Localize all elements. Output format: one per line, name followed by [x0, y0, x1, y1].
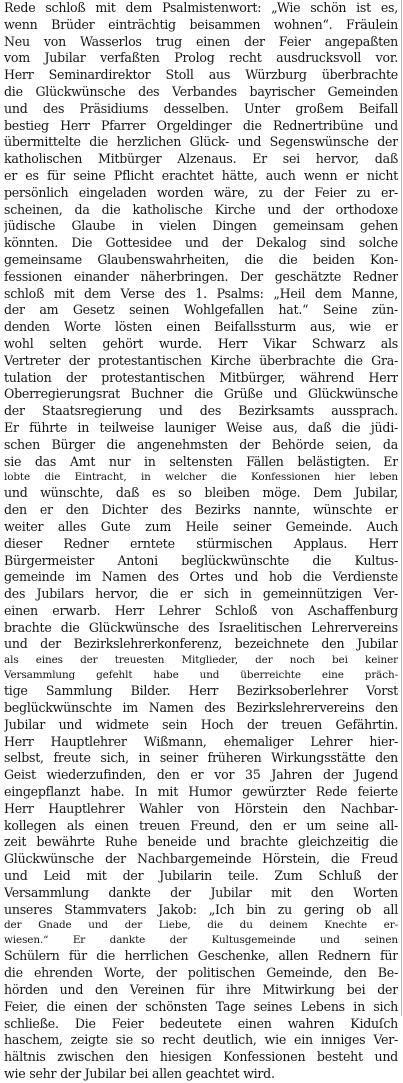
article-line: zeit bewährte Ruhe beneide und brachte gleichzeitig die — [4, 834, 398, 850]
article-line: Feier, die einen der schönsten Tage seines Lebens in sich — [4, 998, 398, 1014]
article-line: Geist wiederzufinden, den er vor 35 Jahren der Jugend — [4, 767, 398, 783]
article-line: die ehrenden Worte, der politischen Gemeinde, den Be- — [4, 965, 398, 981]
article-line: hörden und den Vereinen für ihre Mitwirkung bei der — [4, 982, 398, 998]
article-line: tige Sammlung Bilder. Herr Bezirksoberlehrer Vorst — [4, 683, 398, 699]
article-line: weiter alles Gute zum Heile seiner Gemeinde. Auch — [4, 518, 398, 534]
article-line: tulation der protestantischen Mitbürger, während Herr — [4, 369, 398, 385]
column-rule — [401, 0, 402, 1016]
article-line: vom Jubilar verfaßten Prolog recht ausdrucksvoll vor. — [4, 50, 398, 66]
article-line: den er den Dichter des Bezirks nannte, wünschte er — [4, 502, 398, 518]
article-line: Herr Hauptlehrer Wahler von Hörstein den Nachbar- — [4, 800, 398, 816]
article-line: wiesen.“ Er dankte der Kultusgemeinde und seinen — [4, 934, 398, 947]
article-line: wie sehr der Jubilar bei allen geachtet wird. — [4, 1066, 275, 1082]
article-line: schloß mit dem Verse des 1. Psalms: „Heil dem Manne, — [4, 285, 398, 301]
article-line: Neu von Wasserlos trug einen der Feier angepaßten — [4, 33, 398, 49]
article-line: Schülern für die herrlichen Geschenke, allen Rednern für — [4, 948, 398, 964]
article-line: haschem, zeigte sie so recht deutlich, wie ein inniges Ver- — [4, 1032, 398, 1048]
article-line: Glückwünsche der Nachbargemeinde Hörstein, die Freud — [4, 851, 398, 867]
article-line: dieser Redner erntete stürmischen Applaus. Herr — [4, 535, 398, 551]
article-line: Bürgermeister Antoni beglückwünschte die Kultus- — [4, 552, 398, 568]
article-line: Herr Seminardirektor Stoll aus Würzburg überbrachte — [4, 67, 398, 83]
article-line: und Leid mit der Jubilarin teile. Zum Schluß der — [4, 868, 398, 884]
article-line: fessionen einander näherbringen. Der geschätzte Redner — [4, 268, 398, 284]
article-line: katholischen Mitbürger Alzenaus. Er sei hervor, daß — [4, 151, 398, 167]
article-line: selbst, freute sich, in seiner früheren Wirkungsstätte den — [4, 750, 398, 766]
article-line: denden Worte lösten einen Beifallssturm aus, wie er — [4, 319, 398, 335]
article-line: schließe. Die Feier bedeutete einen wahren Kiduſch — [4, 1015, 398, 1031]
article-line: Jubilar und widmete sein Hoch der treuen Gefährtin. — [4, 716, 398, 732]
article-line: übermittelte die herzlichen Glück- und Segenswünsche der — [4, 134, 398, 150]
article-line: scheinen, da die katholische Kirche und der orthodoxe — [4, 201, 398, 217]
article-line: persönlich eingeladen worden wäre, zu der Feier zu er- — [4, 184, 398, 200]
article-line: bestieg Herr Pfarrer Orgeldinger die Rednertribüne und — [4, 117, 398, 133]
article-line: schen Bürger die angenehmsten der Behörde seien, da — [4, 436, 398, 452]
article-line: er es für seine Pflicht erachtet hätte, auch wenn er nicht — [4, 167, 398, 183]
article-line: als eines der treuesten Mitglieder, der noch bei keiner — [4, 654, 398, 667]
article-line: unseres Stammvaters Jakob: „Ich bin zu gering ob all — [4, 901, 398, 917]
article-line: des Jubilars hervor, die er sich in gemeinnützigen Ver- — [4, 586, 398, 602]
article-line: der Staatsregierung und des Bezirksamts aussprach. — [4, 403, 398, 419]
article-line: sie das Amt nur in seltensten Fällen belästigten. Er — [4, 453, 398, 469]
article-line: und der Bezirkslehrerkonferenz, bezeichnete den Jubilar — [4, 636, 398, 652]
article-line: eingepflanzt habe. In mit Humor gewürzter Rede feierte — [4, 784, 398, 800]
article-line: kollegen als einen treuen Freund, den er um seine all- — [4, 817, 398, 833]
article-body — [4, 0, 398, 1083]
article-line: und wünschte, daß es so bleiben möge. Dem Jubilar, — [4, 485, 398, 501]
article-line: gemeinsame Glaubenswahrheiten, die die beiden Kon- — [4, 251, 398, 267]
article-line: wohl selten gehört wurde. Herr Vikar Schwarz als — [4, 335, 398, 351]
article-line: könnten. Die Gottesidee und der Dekalog sind solche — [4, 235, 398, 251]
article-line: der am Gesetz seinen Wohlgefallen hat.“ Seine zün- — [4, 302, 398, 318]
article-line: und des Präsidiums desselben. Unter großem Beifall — [4, 100, 398, 116]
article-line: Er führte in teilweise launiger Weise aus, daß die jüdi- — [4, 419, 398, 435]
article-line: brachte die Glückwünsche des Israelitischen Lehrervereins — [4, 619, 398, 635]
article-line: lobte die Eintracht, in welcher die Konfessionen hier leben — [4, 471, 398, 484]
article-line: wenn Brüder einträchtig beisammen wohnen“. Fräulein — [4, 16, 398, 32]
article-line: Versammlung dankte der Jubilar mit den Worten — [4, 884, 398, 900]
article-line: Rede schloß mit dem Psalmistenwort: „Wie schön ist es, — [4, 0, 398, 15]
article-line: Oberregierungsrat Buchner die Grüße und Glückwünsche — [4, 386, 398, 402]
article-line: Versammlung gefehlt habe und überreichte eine präch- — [4, 669, 398, 682]
article-line: gemeinde im Namen des Ortes und hob die Verdienste — [4, 569, 398, 585]
article-line: jüdische Glaube in vielen Dingen gemeinsam gehen — [4, 218, 398, 234]
article-line: die Glückwünsche des Verbandes bayrischer Gemeinden — [4, 83, 398, 99]
article-line: Herr Hauptlehrer Wißmann, ehemaliger Lehrer hier- — [4, 733, 398, 749]
article-line: hältnis zwischen den hiesigen Konfessionen besteht und — [4, 1049, 398, 1065]
article-line: der Gnade und der Liebe, die du deinem Knechte er- — [4, 919, 398, 932]
article-line: einen erwarb. Herr Lehrer Schloß von Aschaffenburg — [4, 602, 398, 618]
article-line: beglückwünschte im Namen des Bezirkslehrervereins den — [4, 700, 398, 716]
article-line: Vertreter der protestantischen Kirche überbrachte die Gra- — [4, 352, 398, 368]
